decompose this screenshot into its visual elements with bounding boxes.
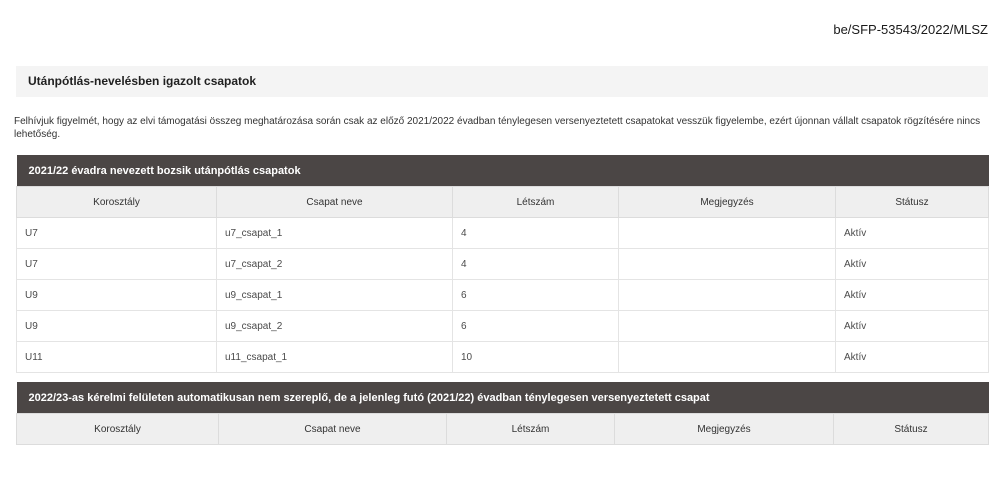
cell-team-name: u9_csapat_2 — [217, 311, 453, 342]
cell-age-group: U9 — [17, 311, 217, 342]
table-row — [17, 342, 989, 373]
registered-teams-table — [16, 155, 989, 373]
cell-headcount: 10 — [453, 342, 619, 373]
column-header-age-group: Korosztály — [17, 414, 219, 445]
table-caption: 2022/23-as kérelmi felületen automatikusan nem szereplő, de a jelenleg futó (2021/22) évadban ténylegesen versenyeztetett csapat — [17, 382, 989, 414]
cell-team-name: u7_csapat_1 — [217, 218, 453, 249]
column-header-status: Státusz — [834, 414, 989, 445]
table-row — [17, 280, 989, 311]
notice-text: Felhívjuk figyelmét, hogy az elvi támogatási összeg meghatározása során csak az előző 2021/2022 évadban ténylegesen versenyeztetett csapatokat vesszük figyelembe, ezért újonnan vállalt csapatok rögzítésére nincs lehetőség. — [14, 116, 981, 140]
cell-headcount: 6 — [453, 280, 619, 311]
cell-headcount: 6 — [453, 311, 619, 342]
section-title: Utánpótlás-nevelésben igazolt csapatok — [16, 66, 988, 97]
cell-remark — [619, 280, 836, 311]
column-header-headcount: Létszám — [453, 187, 619, 218]
cell-age-group: U9 — [17, 280, 217, 311]
cell-remark — [619, 218, 836, 249]
column-header-team-name: Csapat neve — [219, 414, 447, 445]
cell-remark — [619, 249, 836, 280]
cell-remark — [619, 342, 836, 373]
cell-status: Aktív — [836, 218, 989, 249]
cell-status: Aktív — [836, 311, 989, 342]
column-header-remark: Megjegyzés — [615, 414, 834, 445]
column-header-remark: Megjegyzés — [619, 187, 836, 218]
table-row — [17, 249, 989, 280]
cell-remark — [619, 311, 836, 342]
unlisted-teams-table — [16, 382, 989, 445]
table-row — [17, 311, 989, 342]
column-header-headcount: Létszám — [447, 414, 615, 445]
document-reference: be/SFP-53543/2022/MLSZ — [833, 22, 988, 37]
cell-status: Aktív — [836, 280, 989, 311]
cell-age-group: U11 — [17, 342, 217, 373]
cell-status: Aktív — [836, 342, 989, 373]
table-caption: 2021/22 évadra nevezett bozsik utánpótlás csapatok — [17, 155, 989, 187]
column-header-team-name: Csapat neve — [217, 187, 453, 218]
cell-status: Aktív — [836, 249, 989, 280]
cell-team-name: u9_csapat_1 — [217, 280, 453, 311]
cell-team-name: u11_csapat_1 — [217, 342, 453, 373]
cell-age-group: U7 — [17, 218, 217, 249]
table-row — [17, 218, 989, 249]
cell-headcount: 4 — [453, 218, 619, 249]
cell-team-name: u7_csapat_2 — [217, 249, 453, 280]
column-header-status: Státusz — [836, 187, 989, 218]
cell-age-group: U7 — [17, 249, 217, 280]
column-header-age-group: Korosztály — [17, 187, 217, 218]
cell-headcount: 4 — [453, 249, 619, 280]
